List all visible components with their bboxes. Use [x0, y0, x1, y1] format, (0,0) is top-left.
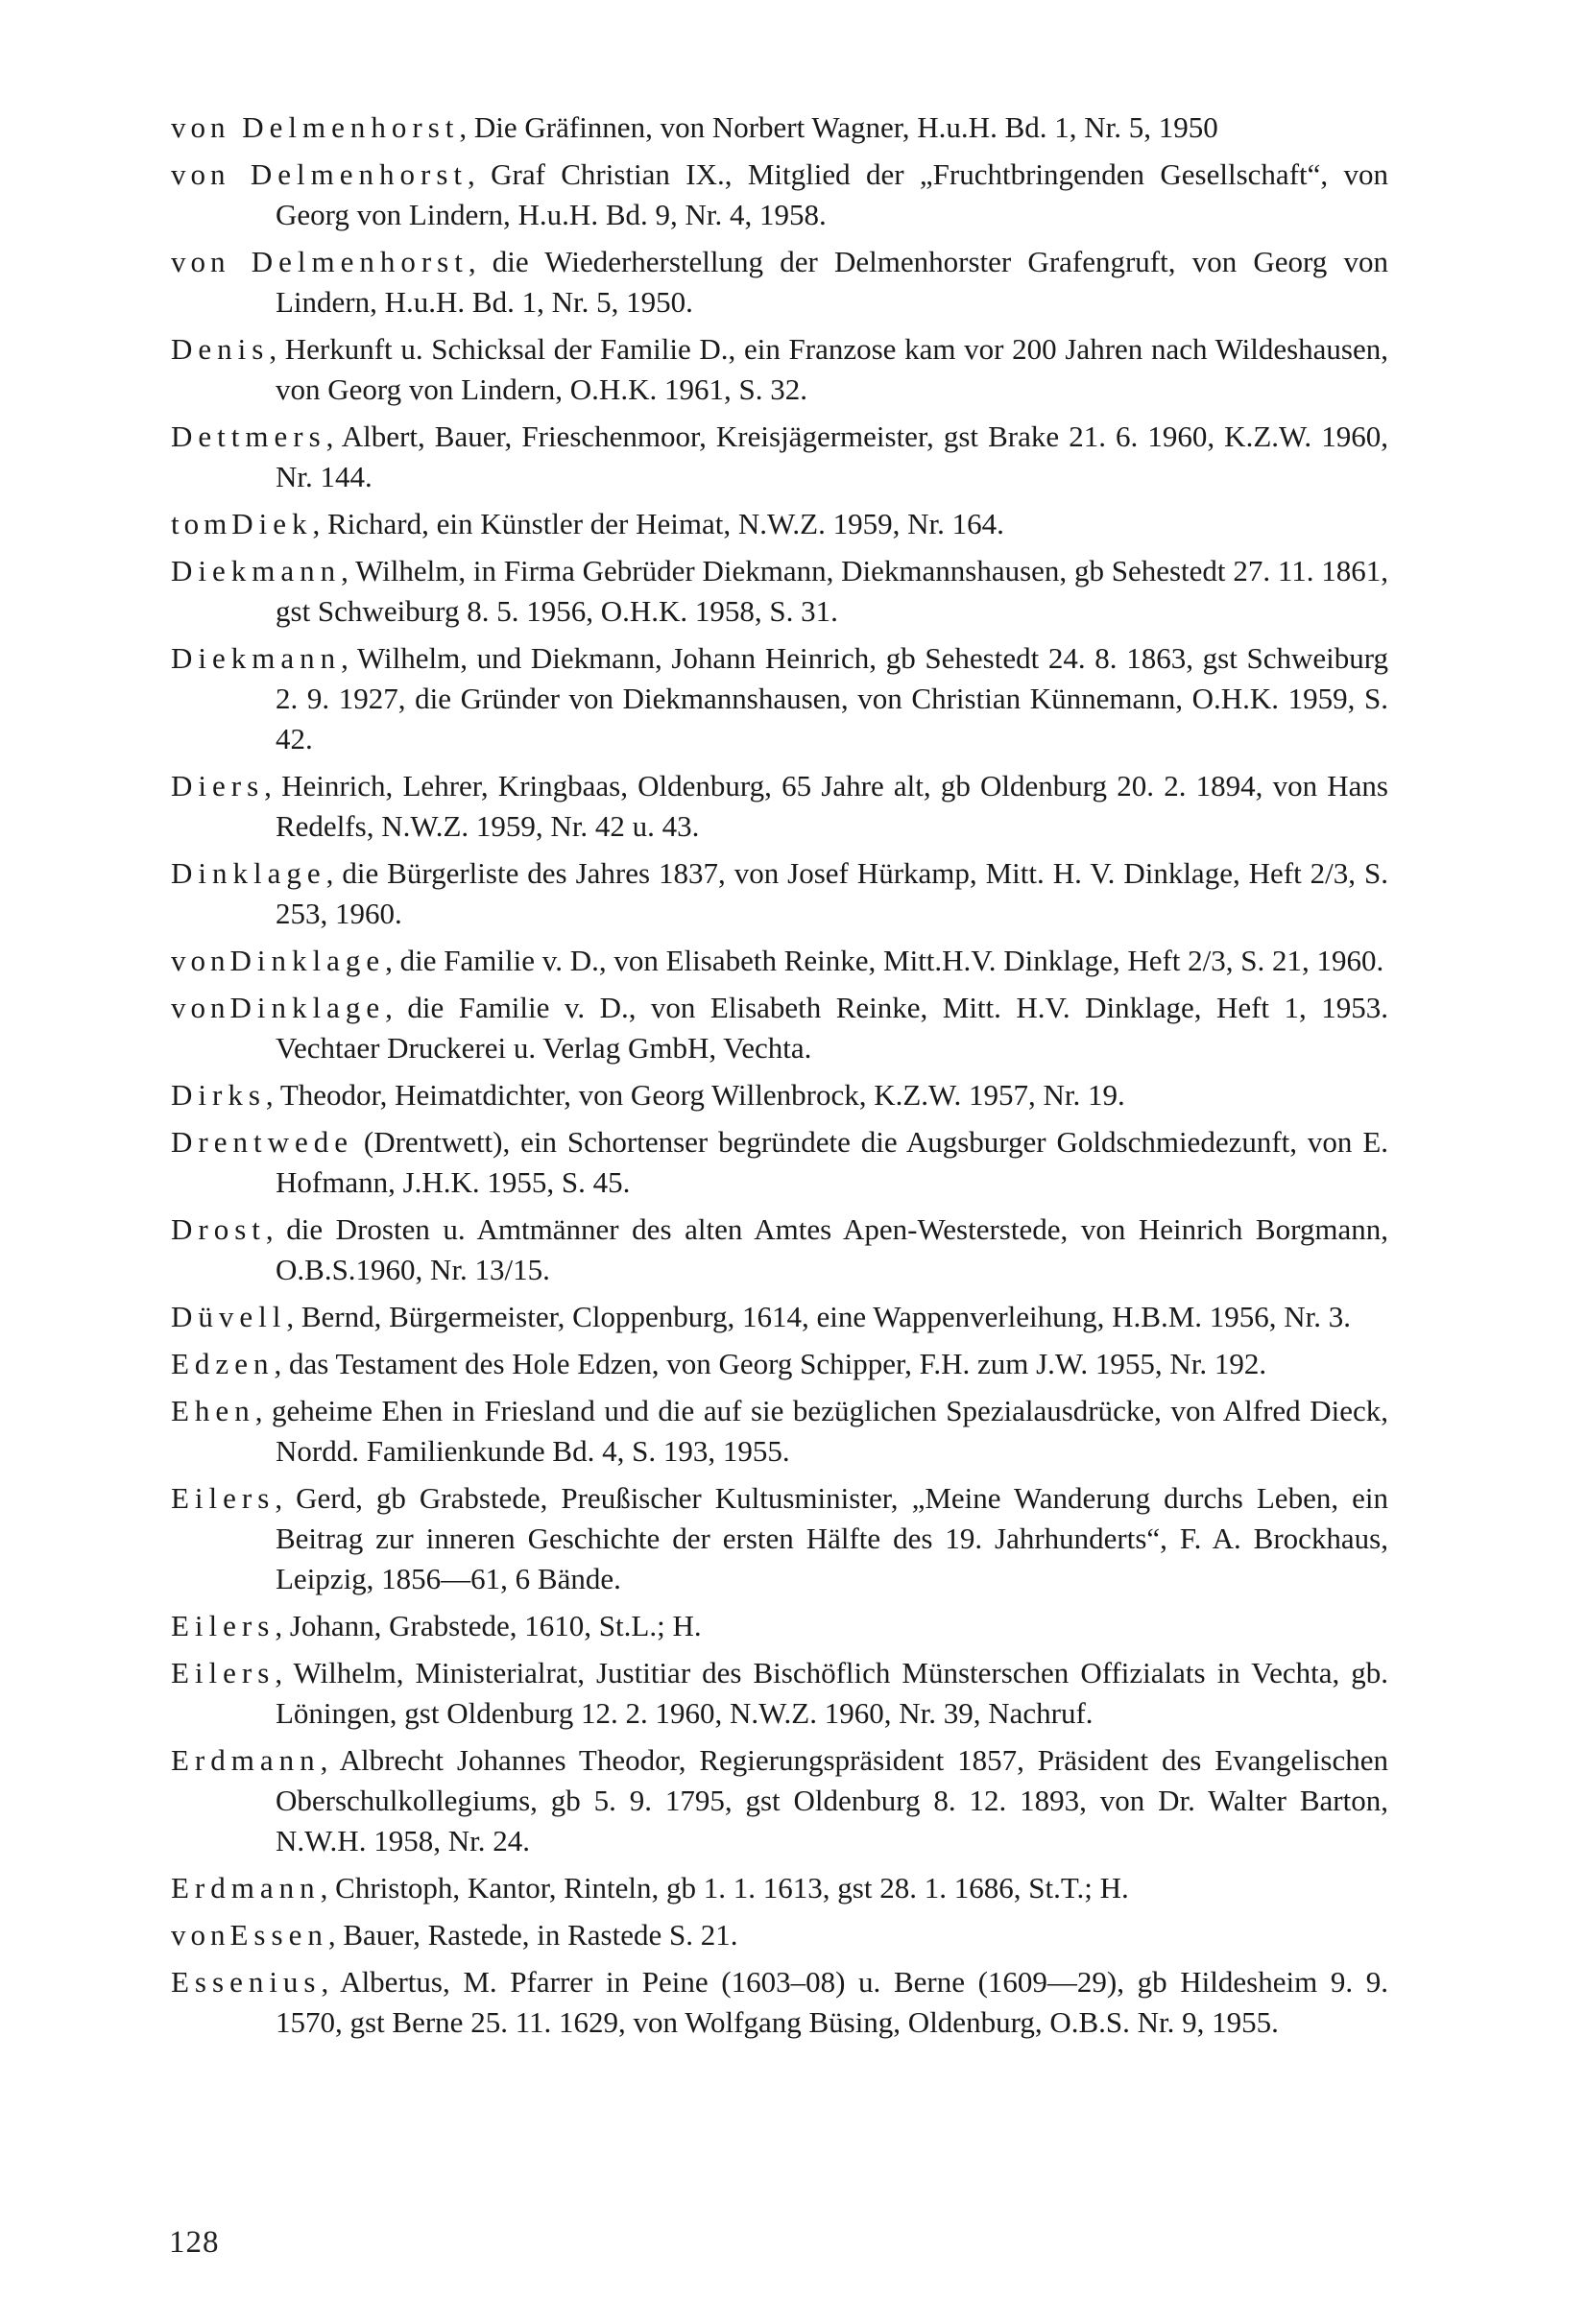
entry-surname: Diekmann: [171, 641, 342, 675]
bibliography-entry: [171, 1915, 1388, 1955]
entry-text: , die Familie v. D., von Elisabeth Reinke, Mitt.H.V. Dinklage, Heft 2/3, S. 21, 1960.: [385, 944, 1384, 977]
entry-surname: Eilers: [171, 1609, 276, 1642]
entry-text: , Bauer, Rastede, in Rastede S. 21.: [327, 1918, 738, 1952]
entry-text: , Theodor, Heimatdichter, von Georg Willenbrock, K.Z.W. 1957, Nr. 19.: [265, 1078, 1125, 1112]
bibliography-entry-list: [171, 108, 1388, 2049]
entry-surname: Erdmann: [171, 1871, 321, 1905]
entry-name-prefix: von: [171, 944, 230, 977]
entry-text: , Heinrich, Lehrer, Kringbaas, Oldenburg, 65 Jahre alt, gb Oldenburg 20. 2. 1894, von Hans Redelfs, N.W.Z. 1959, Nr. 42 u. 43.: [264, 769, 1388, 843]
entry-name-prefix: von: [171, 110, 243, 144]
entry-text: , die Bürgerliste des Jahres 1837, von Josef Hürkamp, Mitt. H. V. Dinklage, Heft 2/3, S. 253, 1960.: [276, 856, 1388, 930]
entry-text: , Herkunft u. Schicksal der Familie D., ein Franzose kam vor 200 Jahren nach Wildeshausen, von Georg von Lindern, O.H.K. 1961, S. 32.: [269, 332, 1388, 406]
entry-surname: Eilers: [171, 1481, 276, 1515]
bibliography-entry: [171, 941, 1388, 981]
entry-surname: Delmenhorst: [251, 245, 469, 278]
bibliography-entry: [171, 1868, 1388, 1908]
entry-text: , Bernd, Bürgermeister, Cloppenburg, 1614, eine Wappenverleihung, H.B.M. 1956, Nr. 3.: [286, 1300, 1352, 1333]
entry-surname: Edzen: [171, 1347, 275, 1380]
entry-text: , Graf Christian IX., Mitglied der „Fruchtbringenden Gesellschaft“, von Georg von Lindern, H.u.H. Bd. 9, Nr. 4, 1958.: [276, 157, 1388, 231]
bibliography-entry: [171, 329, 1388, 410]
entry-surname: Ehen: [171, 1394, 255, 1427]
entry-surname: Diekmann: [171, 554, 342, 587]
bibliography-entry: [171, 551, 1388, 632]
bibliography-entry: [171, 108, 1388, 148]
entry-surname: Düvell: [171, 1300, 287, 1333]
entry-surname: Delmenhorst: [250, 157, 468, 191]
entry-surname: Denis: [171, 332, 270, 366]
entry-surname: Essenius: [171, 1965, 322, 1999]
bibliography-entry: [171, 417, 1388, 497]
entry-name-prefix: von: [171, 991, 230, 1024]
entry-text: , das Testament des Hole Edzen, von Georg Schipper, F.H. zum J.W. 1955, Nr. 192.: [274, 1347, 1267, 1380]
entry-name-prefix: tom: [171, 507, 232, 540]
entry-text: , Johann, Grabstede, 1610, St.L.; H.: [275, 1609, 702, 1642]
entry-text: , Richard, ein Künstler der Heimat, N.W.Z. 1959, Nr. 164.: [312, 507, 1004, 540]
entry-text: , Wilhelm, in Firma Gebrüder Diekmann, Diekmannshausen, gb Sehestedt 27. 11. 1861, gst Schweiburg 8. 5. 1956, O.H.K. 1958, S. 31.: [276, 554, 1388, 628]
bibliography-entry: [171, 504, 1388, 544]
entry-text: , geheime Ehen in Friesland und die auf sie bezüglichen Spezialausdrücke, von Alfred Dieck, Nordd. Familienkunde Bd. 4, S. 193, 1955.: [254, 1394, 1388, 1468]
entry-name-prefix: von: [171, 1918, 230, 1952]
bibliography-entry: [171, 1653, 1388, 1734]
bibliography-entry: [171, 1962, 1388, 2043]
entry-text: , die Drosten u. Amtmänner des alten Amtes Apen-Westerstede, von Heinrich Borgmann, O.B.S.1960, Nr. 13/15.: [265, 1212, 1388, 1286]
entry-surname: Diek: [231, 507, 313, 540]
entry-name-prefix: von: [171, 157, 251, 191]
entry-surname: Essen: [229, 1918, 328, 1952]
entry-surname: Dirks: [171, 1078, 266, 1112]
entry-surname: Erdmann: [171, 1743, 321, 1777]
bibliography-entry: [171, 1606, 1388, 1646]
bibliography-entry: [171, 1075, 1388, 1115]
entry-name-prefix: von: [171, 245, 252, 278]
entry-surname: Dettmers: [171, 419, 326, 453]
entry-text: , die Familie v. D., von Elisabeth Reinke, Mitt. H.V. Dinklage, Heft 1, 1953. Vechtaer Druckerei u. Verlag GmbH, Vechta.: [276, 991, 1388, 1065]
entry-surname: Drentwede: [171, 1125, 353, 1159]
entry-text: , Wilhelm, Ministerialrat, Justitiar des Bischöflich Münsterschen Offizialats in Vechta, gb. Löningen, gst Oldenburg 12. 2. 1960, N.W.Z. 1960, Nr. 39, Nachruf.: [275, 1656, 1388, 1730]
bibliography-entry: [171, 155, 1388, 235]
bibliography-entry: [171, 1297, 1388, 1337]
entry-text: , Albrecht Johannes Theodor, Regierungspräsident 1857, Präsident des Evangelischen Oberschulkollegiums, gb 5. 9. 1795, gst Oldenburg 8. 12. 1893, von Dr. Walter Barton, N.W.H. 1958, Nr. 24.: [276, 1743, 1388, 1857]
entry-surname: Dinklage: [229, 944, 386, 977]
page-number: 128: [169, 2225, 220, 2260]
bibliography-entry: [171, 1478, 1388, 1599]
entry-surname: Diers: [171, 769, 265, 803]
bibliography-entry: [171, 1740, 1388, 1861]
entry-text: , Die Gräfinnen, von Norbert Wagner, H.u.H. Bd. 1, Nr. 5, 1950: [459, 110, 1218, 144]
bibliography-entry: [171, 766, 1388, 847]
bibliography-entry: [171, 1344, 1388, 1384]
entry-surname: Dinklage: [229, 991, 386, 1024]
entry-text: , Wilhelm, und Diekmann, Johann Heinrich, gb Sehestedt 24. 8. 1863, gst Schweiburg 2. 9. 1927, die Gründer von Diekmannshausen, von Christian Künnemann, O.H.K. 1959, S. 42.: [276, 641, 1388, 755]
entry-text: , Albert, Bauer, Frieschenmoor, Kreisjägermeister, gst Brake 21. 6. 1960, K.Z.W. 1960, Nr. 144.: [276, 419, 1388, 493]
entry-text: , Albertus, M. Pfarrer in Peine (1603–08) u. Berne (1609—29), gb Hildesheim 9. 9. 1570, gst Berne 25. 11. 1629, von Wolfgang Büsing, Oldenburg, O.B.S. Nr. 9, 1955.: [276, 1965, 1388, 2039]
bibliography-entry: [171, 1391, 1388, 1472]
bibliography-entry: [171, 988, 1388, 1068]
entry-text: , Christoph, Kantor, Rinteln, gb 1. 1. 1613, gst 28. 1. 1686, St.T.; H.: [320, 1871, 1129, 1905]
bibliography-entry: [171, 1210, 1388, 1290]
bibliography-entry: [171, 1122, 1388, 1203]
bibliography-entry: [171, 638, 1388, 759]
bibliography-entry: [171, 242, 1388, 323]
entry-text: , die Wiederherstellung der Delmenhorster Grafengruft, von Georg von Lindern, H.u.H. Bd. 1, Nr. 5, 1950.: [276, 245, 1389, 319]
entry-text: , Gerd, gb Grabstede, Preußischer Kultusminister, „Meine Wanderung durchs Leben, ein Beitrag zur inneren Geschichte der ersten Hälfte des 19. Jahrhunderts“, F. A. Brockhaus, Leipzig, 1856—61, 6 Bände.: [275, 1481, 1388, 1595]
entry-text: (Drentwett), ein Schortenser begründete die Augsburger Goldschmiedezunft, von E. Hofmann, J.H.K. 1955, S. 45.: [276, 1125, 1388, 1199]
entry-surname: Eilers: [171, 1656, 276, 1689]
entry-surname: Delmenhorst: [242, 110, 460, 144]
bibliography-entry: [171, 853, 1388, 934]
entry-surname: Drost: [171, 1212, 266, 1246]
entry-surname: Dinklage: [171, 856, 326, 890]
